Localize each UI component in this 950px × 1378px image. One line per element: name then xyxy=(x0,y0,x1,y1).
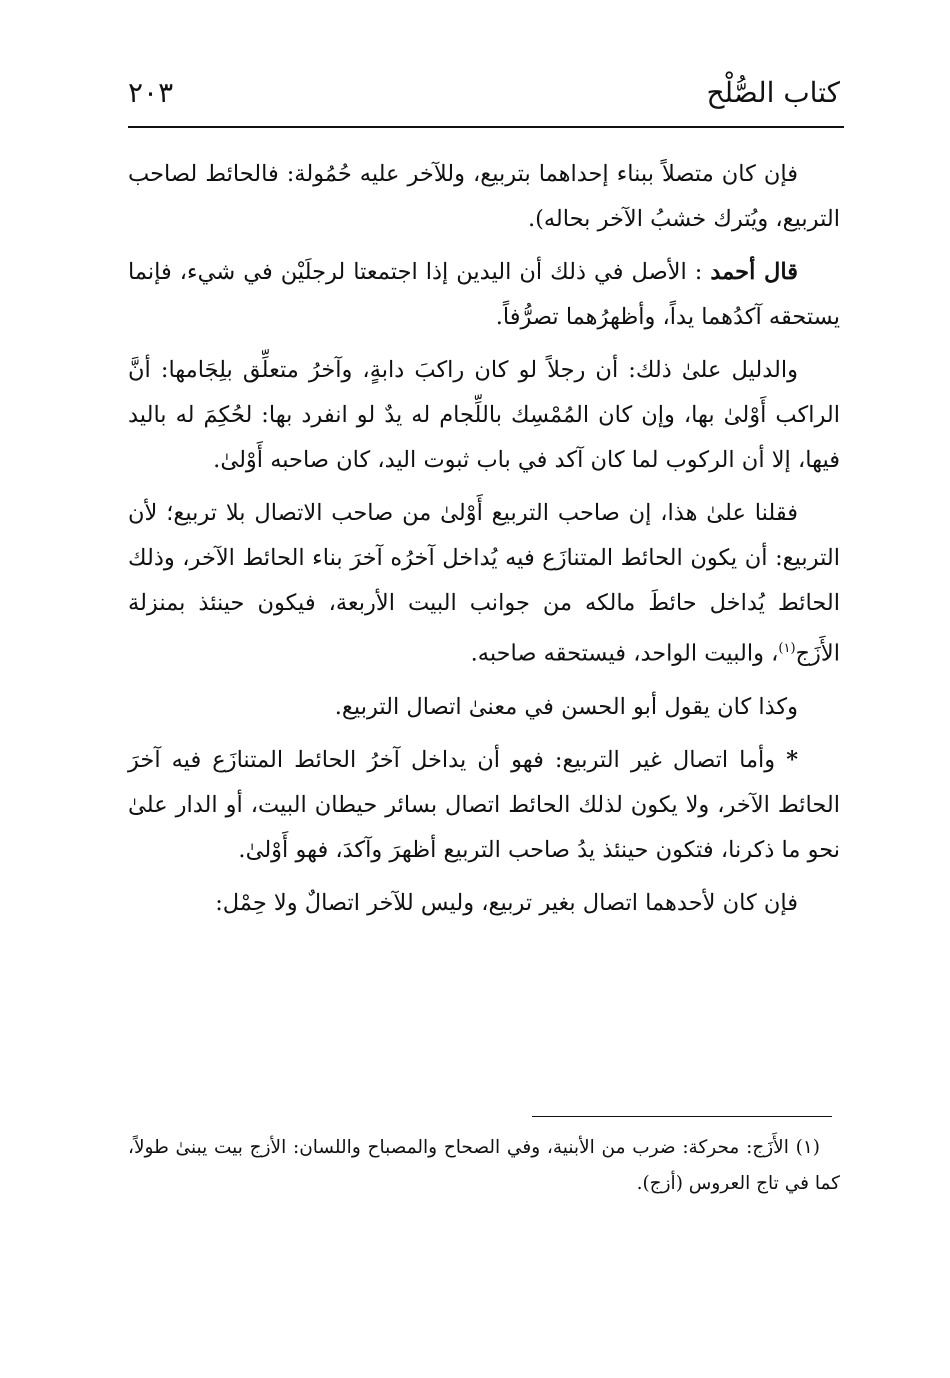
paragraph-text: فإن كان لأحدهما اتصال بغير تربيع، وليس للآخر اتصالٌ ولا حِمْل: xyxy=(215,889,798,916)
speaker-label: قال أحمد xyxy=(710,259,798,285)
paragraph-text: : الأصل في ذلك أن اليدين إذا اجتمعتا لرجلَيْن في شيء، فإنما يستحقه آكدُهما يداً، وأظهرُهما تصرُّفاً. xyxy=(128,259,840,330)
footnote xyxy=(128,1130,840,1202)
paragraph xyxy=(128,738,840,873)
paragraph-text: والدليل علىٰ ذلك: أن رجلاً لو كان راكبَ دابةٍ، وآخرُ متعلِّق بلِجَامها: أنَّ الراكب أَوْلىٰ بها، وإن كان المُمْسِك باللِّجام له يدٌ لو انفرد بها: لحُكِمَ له باليد فيها، إلا أن الركوب لما كان آكد في باب ثبوت اليد، كان صاحبه أَوْلىٰ. xyxy=(128,357,840,473)
footnote-text: (١) الأَزَج: محركة: ضرب من الأبنية، وفي الصحاح والمصباح واللسان: الأزج بيت يبنىٰ طولاً، كما في تاج العروس (أزج). xyxy=(128,1137,840,1194)
section-marker: * xyxy=(786,746,798,773)
page-header xyxy=(128,70,844,128)
paragraph xyxy=(128,491,840,677)
paragraph xyxy=(128,348,840,483)
paragraph-text: وأما اتصال غير التربيع: فهو أن يداخل آخرُ الحائط المتنازَع فيه آخرَ الحائط الآخر، ولا يكون لذلك الحائط اتصال بسائر حيطان البيت، أو الدار علىٰ نحو ما ذكرنا، فتكون حينئذ يدُ صاحب التربيع أظهرَ وآكدَ، فهو أَوْلىٰ. xyxy=(128,746,840,863)
page-number: ٢٠٣ xyxy=(128,76,174,109)
paragraph xyxy=(128,250,840,340)
paragraph xyxy=(128,881,840,926)
main-text xyxy=(128,152,840,934)
footnote-divider xyxy=(532,1116,832,1117)
paragraph-text: فقلنا علىٰ هذا، إن صاحب التربيع أَوْلىٰ من صاحب الاتصال بلا تربيع؛ لأن التربيع: أن يكون الحائط المتنازَع فيه يُداخل آخرُه آخرَ بناء الحائط الآخر، وذلك الحائط يُداخل حائطَ مالكه من جوانب البيت الأربعة، فيكون حينئذ بمنزلة الأَزَج xyxy=(128,500,840,667)
paragraph-text: فإن كان متصلاً ببناء إحداهما بتربيع، وللآخر عليه حُمُولة: فالحائط لصاحب التربيع، ويُترك خشبُ الآخر بحاله). xyxy=(128,161,840,232)
paragraph xyxy=(128,685,840,730)
footnote-reference: (١) xyxy=(778,641,796,656)
paragraph-text: وكذا كان يقول أبو الحسن في معنىٰ اتصال التربيع. xyxy=(334,693,798,720)
paragraph xyxy=(128,152,840,242)
running-title: كتاب الصُّلْح xyxy=(706,76,840,109)
paragraph-text: ، والبيت الواحد، فيستحقه صاحبه. xyxy=(470,640,779,667)
